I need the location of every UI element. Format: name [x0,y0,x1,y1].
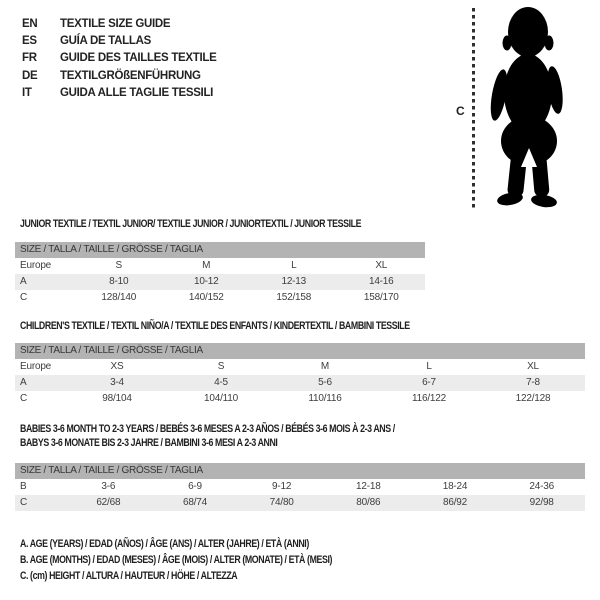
note-height-cm: C. (cm) HEIGHT / ALTURA / HAUTEUR / HÖHE / ALTEZZA [20,570,238,582]
table-cell: 3-6 [101,481,116,492]
lang-code: DE [22,69,38,82]
table-cell: 158/170 [363,292,399,303]
table-cell: L [426,361,432,372]
junior-size-table [15,242,425,306]
table-cell: 92/98 [529,497,554,508]
table-cell: 10-12 [193,276,219,287]
table-row-europe [15,359,585,375]
lang-row-es [22,32,217,49]
row-label: C [20,497,28,508]
height-measure-dashed-line [472,8,475,209]
table-cell: 7-8 [526,377,540,388]
table-row-height [15,290,425,306]
lang-code: EN [22,17,38,30]
table-cell: 9-12 [272,481,292,492]
table-cell: 62/68 [96,497,121,508]
lang-code: IT [22,87,32,100]
table-cell: 12-13 [281,276,307,287]
table-cell: S [217,361,225,372]
row-label: B [20,481,27,492]
table-cell: S [115,260,122,271]
size-header-bar: SIZE / TALLA / TAILLE / GRÖSSE / TAGLIA [15,242,425,258]
row-label: Europe [20,260,52,271]
lang-code: ES [22,35,37,48]
table-cell: 8-10 [109,276,129,287]
table-cell: 3-4 [110,377,124,388]
junior-table-title: JUNIOR TEXTILE / TEXTIL JUNIOR/ TEXTILE JUNIOR / JUNIORTEXTIL / JUNIOR TESSILE [20,218,362,230]
table-row-age [15,274,425,290]
language-header [22,15,217,102]
row-label: C [20,292,28,303]
table-cell: 98/104 [102,393,132,404]
lang-row-fr [22,50,217,67]
lang-code: FR [22,52,37,65]
table-cell: M [202,260,211,271]
table-cell: 140/152 [188,292,224,303]
lang-label: GUÍA DE TALLAS [60,35,151,48]
measure-c-label: C [456,104,465,118]
row-label: A [20,377,27,388]
table-cell: 80/86 [356,497,381,508]
table-row-height [15,495,585,511]
note-age-months: B. AGE (MONTHS) / EDAD (MESES) / ÂGE (MOIS) / ALTER (MONATE) / ETÀ (MESI) [20,554,333,566]
legend-notes [20,536,332,584]
table-cell: 12-18 [356,481,381,492]
row-label: C [20,393,28,404]
table-row-age-months [15,479,585,495]
table-cell: 74/80 [269,497,294,508]
lang-label: GUIDA ALLE TAGLIE TESSILI [60,87,214,100]
baby-silhouette-icon [483,5,575,209]
table-cell: 104/110 [203,393,238,404]
babies-table-title: BABIES 3-6 MONTH TO 2-3 YEARS / BEBÉS 3-6 MESES A 2-3 AÑOS / BÉBÉS 3-6 MOIS À 2-3 ANS / BABYS 3-6 MONATE BIS 2-3 JAHRE / BAMBINI 3-6 MESI A 2-3 ANNI [20,423,395,449]
table-cell: 116/122 [411,393,446,404]
row-label: Europe [20,361,52,372]
babies-size-table [15,463,585,511]
table-row-height [15,391,585,407]
note-age-years: A. AGE (YEARS) / EDAD (AÑOS) / ÂGE (ANS) / ALTER (JAHRE) / ETÀ (ANNI) [20,538,309,550]
lang-row-de [22,67,217,84]
table-cell: L [291,260,297,271]
size-header-bar: SIZE / TALLA / TAILLE / GRÖSSE / TAGLIA [15,463,585,479]
table-cell: 86/92 [442,497,467,508]
row-label: A [20,276,27,287]
table-cell: 24-36 [529,481,554,492]
table-cell: XL [527,361,539,372]
table-cell: 4-5 [214,377,228,388]
table-cell: 128/140 [101,292,137,303]
table-cell: 152/158 [276,292,312,303]
table-cell: 122/128 [515,393,551,404]
table-row-age [15,375,585,391]
table-cell: 110/116 [308,393,342,404]
table-cell: 6-9 [188,481,202,492]
lang-row-it [22,85,217,102]
children-size-table [15,343,585,407]
table-cell: 68/74 [182,497,207,508]
table-row-europe [15,258,425,274]
size-header-bar: SIZE / TALLA / TAILLE / GRÖSSE / TAGLIA [15,343,585,359]
lang-label: GUIDE DES TAILLES TEXTILE [60,52,217,65]
children-table-title: CHILDREN'S TEXTILE / TEXTIL NIÑO/A / TEXTILE DES ENFANTS / KINDERTEXTIL / BAMBINI TESSILE [20,320,410,332]
table-cell: XL [375,260,388,271]
table-cell: 18-24 [442,481,468,492]
table-cell: XS [110,361,124,372]
lang-row-en [22,15,217,32]
lang-label: TEXTILE SIZE GUIDE [60,17,171,30]
table-cell: 14-16 [368,276,394,287]
table-cell: 5-6 [318,377,332,388]
lang-label: TEXTILGRÖßENFÜHRUNG [60,69,201,82]
table-cell: M [320,361,330,372]
table-cell: 6-7 [422,377,436,388]
